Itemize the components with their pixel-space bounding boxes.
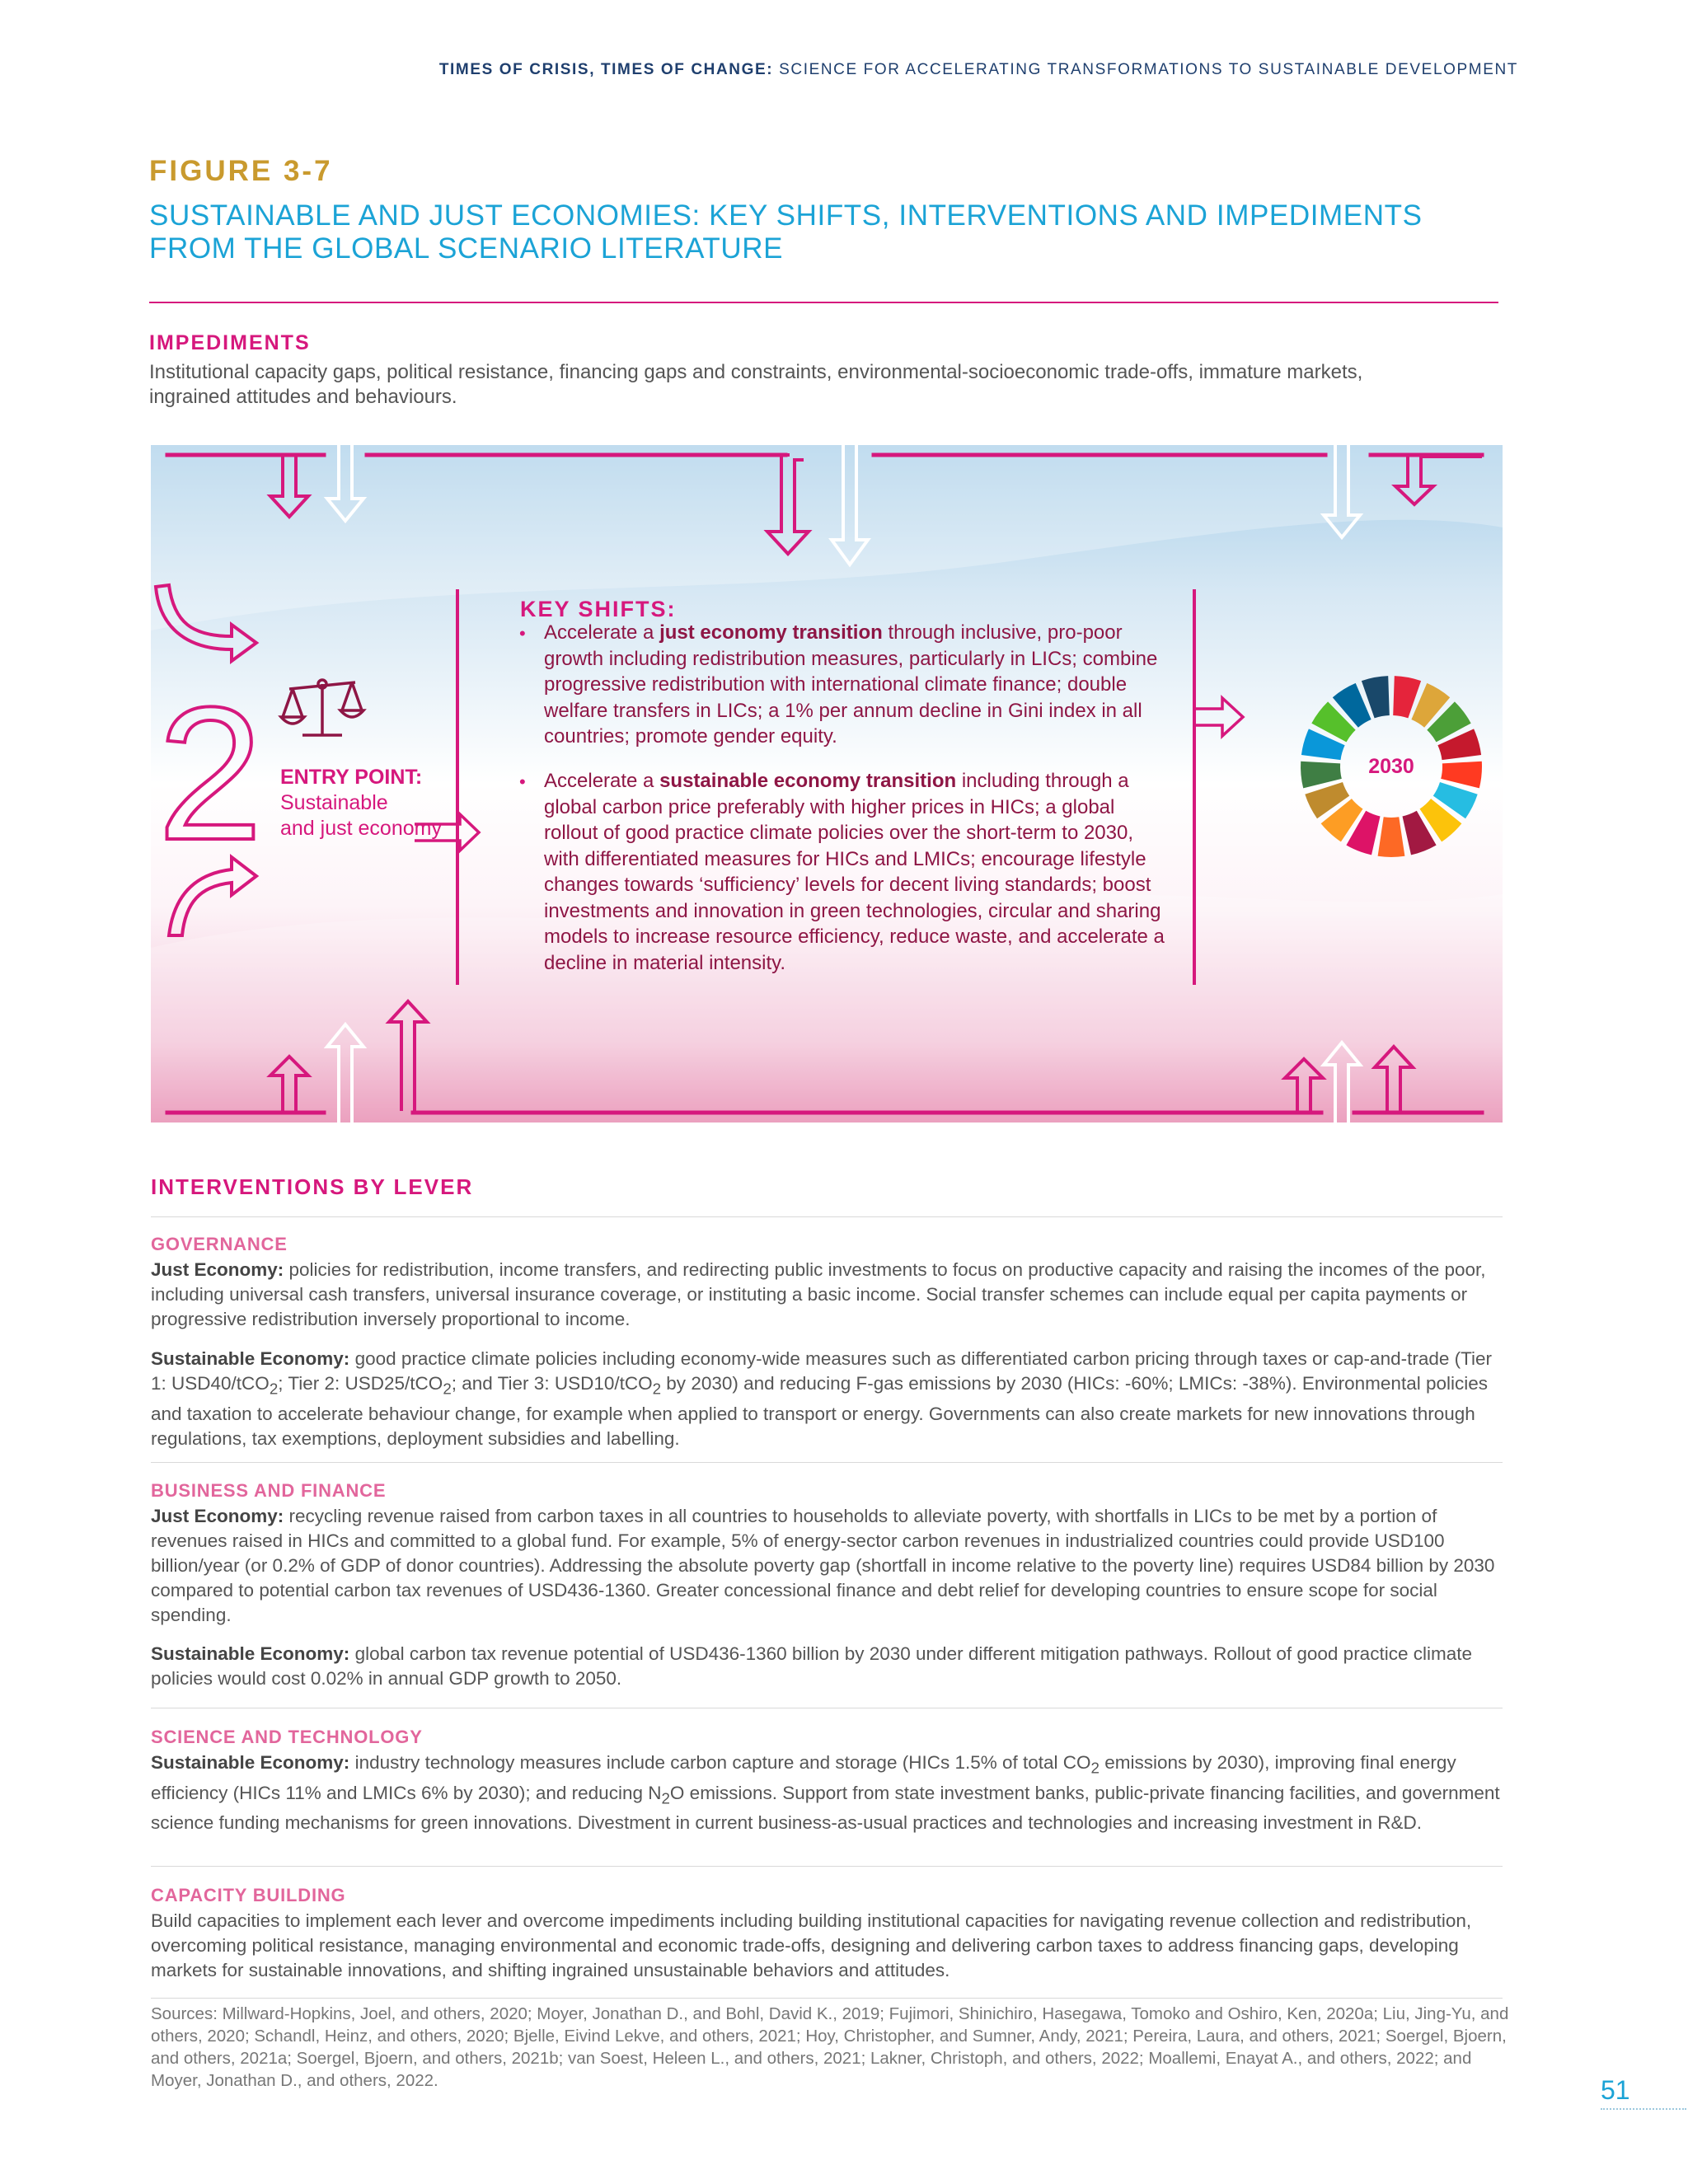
sdg-wheel-label: 2030 [1368, 755, 1414, 778]
divider [151, 1998, 1503, 1999]
key-shifts-diagram [151, 445, 1503, 1122]
lever-governance-title: GOVERNANCE [151, 1234, 288, 1254]
lever-science-title: SCIENCE AND TECHNOLOGY [151, 1727, 423, 1747]
business-just-economy: Just Economy: recycling revenue raised from carbon taxes in all countries to households to alleviate poverty, with shortfalls in LICs to be met by a portion of revenues raised in HICs and committed to a global fund. For example, 5% of energy-sector carbon revenues in industrialized countries could provide USD100 billion/year (or 0.2% of GDP of donor countries). Addressing the absolute poverty gap (shortfall in income relative to the poverty line) requires USD84 billion by 2030 compared to potential carbon tax revenues of USD436-1360. Greater concessional finance and debt relief for developing countries to ensure scope for social spending. [151, 1506, 1495, 1625]
lever-capacity-title: CAPACITY BUILDING [151, 1885, 346, 1905]
key-shifts-heading: KEY SHIFTS: [520, 597, 677, 621]
key-shift-bullet: • [519, 623, 526, 644]
lever-business-title: BUSINESS AND FINANCE [151, 1480, 387, 1501]
figure-title [149, 199, 1468, 265]
impediments-text: Institutional capacity gaps, political resistance, financing gaps and constraints, environmental-socioeconomic trade-offs, immature markets, ingrained attitudes and behaviours. [149, 361, 1363, 408]
figure-number: FIGURE 3-7 [149, 155, 333, 187]
divider [151, 1216, 1503, 1217]
divider [151, 1866, 1503, 1867]
figure-title-line1: SUSTAINABLE AND JUST ECONOMIES: KEY SHIFTS, INTERVENTIONS AND IMPEDIMENTS [149, 199, 1423, 232]
key-shift-item: Accelerate a just economy transition through inclusive, pro-poor growth including redistribution measures, particularly in LICs; combine progressive redistribution with international climate finance; double welfare transfers in LICs; a 1% per annum decline in Gini index in all countries; promote gender equity. [544, 621, 1158, 748]
page-number-rule [1601, 2108, 1686, 2110]
entry-number: 2 [157, 668, 263, 879]
sdg-wheel-segment [1441, 762, 1482, 789]
divider [151, 1462, 1503, 1463]
sdg-wheel-segment [1301, 762, 1342, 789]
governance-just-economy: Just Economy: policies for redistribution, income transfers, and redirecting public investments to focus on productive capacity and raising the incomes of the poor, including universal cash transfers, universal insurance coverage, or instituting a basic income. Social transfer schemes can include equal per capita payments or progressive redistribution inversely proportional to income. [151, 1259, 1486, 1329]
science-sustainable-economy: Sustainable Economy: industry technology measures include carbon capture and storage (HICs 1.5% of total $CO_2$ emissions by 2030), improving final energy efficiency (HICs 11% and LMICs 6% by 2030); and reducing $N_2O$ emissions. Support from state investment banks, public-private financing facilities, and government science funding mechanisms for green innovations. Divestment in current business-as-usual practices and technologies and increasing investment in R&D. [151, 1752, 1500, 1833]
impediments-heading: IMPEDIMENTS [149, 331, 311, 354]
figure-title-line2: FROM THE GLOBAL SCENARIO LITERATURE [149, 232, 784, 265]
entry-point-text: ENTRY POINT: Sustainable and just economy [280, 766, 442, 840]
key-shift-bullet: • [519, 771, 526, 792]
running-header: TIMES OF CRISIS, TIMES OF CHANGE: SCIENCE FOR ACCELERATING TRANSFORMATIONS TO SUSTAINABLE DEVELOPMENT [438, 61, 1518, 78]
key-shift-item: Accelerate a sustainable economy transition including through a global carbon price preferably with higher prices in HICs; a global rollout of good practice climate policies over the short-term to 2030, with differentiated measures for HICs and LMICs; encourage lifestyle changes towards ‘sufficiency’ levels for decent living standards; boost investments and innovation in green technologies, circular and sharing models to increase resource efficiency, reduce waste, and accelerate a decline in material intensity. [544, 770, 1165, 974]
interventions-heading: INTERVENTIONS BY LEVER [151, 1174, 474, 1199]
capacity-building-text: Build capacities to implement each lever and overcome impediments including building institutional capacities for navigating revenue collection and redistribution, overcoming political resistance, managing environmental and economic trade-offs, designing and delivering carbon taxes to address financing gaps, developing markets for sustainable innovations, and shifting ingrained unsustainable behaviors and attitudes. [151, 1910, 1472, 1980]
governance-sustainable-economy: Sustainable Economy: good practice climate policies including economy-wide measures such as differentiated carbon pricing through taxes or cap-and-trade (Tier 1: USD40/tCO$_2$; Tier 2: USD25/tCO$_2$; and Tier 3: USD10/tCO$_2$ by 2030) and reducing F-gas emissions by 2030 (HICs: -60%; LMICs: -38%). Environmental policies and taxation to accelerate behaviour change, for example when applied to transport or energy. Governments can also create markets for new innovations through regulations, tax exemptions, deployment subsidies and labelling. [151, 1348, 1493, 1449]
page-number: 51 [1601, 2075, 1630, 2105]
business-sustainable-economy: Sustainable Economy: global carbon tax revenue potential of USD436-1360 billion by 2030 under different mitigation pathways. Rollout of good practice climate policies would cost 0.02% in annual GDP growth to 2050. [151, 1643, 1472, 1689]
scales-icon [281, 680, 363, 735]
sources: Sources: Millward-Hopkins, Joel, and others, 2020; Moyer, Jonathan D., and Bohl, David K., 2019; Fujimori, Shinichiro, Hasegawa, Tomoko and Oshiro, Ken, 2020a; Liu, Jing-Yu, and others, 2020; Schandl, Heinz, and others, 2020; Bjelle, Eivind Lekve, and others, 2021; Hoy, Christopher, and Sumner, Andy, 2021; Pereira, Laura, and others, 2021; Soergel, Bjoern, and others, 2021a; Soergel, Bjoern, and others, 2021b; van Soest, Heleen L., and others, 2021; Lakner, Christoph, and others, 2022; Moallemi, Enayat A., and others, 2022; and Moyer, Jonathan D., and others, 2022. [151, 2004, 1509, 2090]
sdg-wheel-segment [1378, 817, 1405, 857]
entry-point-label: ENTRY POINT: [280, 766, 423, 789]
title-rule [149, 302, 1498, 303]
right-arrow-icon [1194, 698, 1243, 736]
